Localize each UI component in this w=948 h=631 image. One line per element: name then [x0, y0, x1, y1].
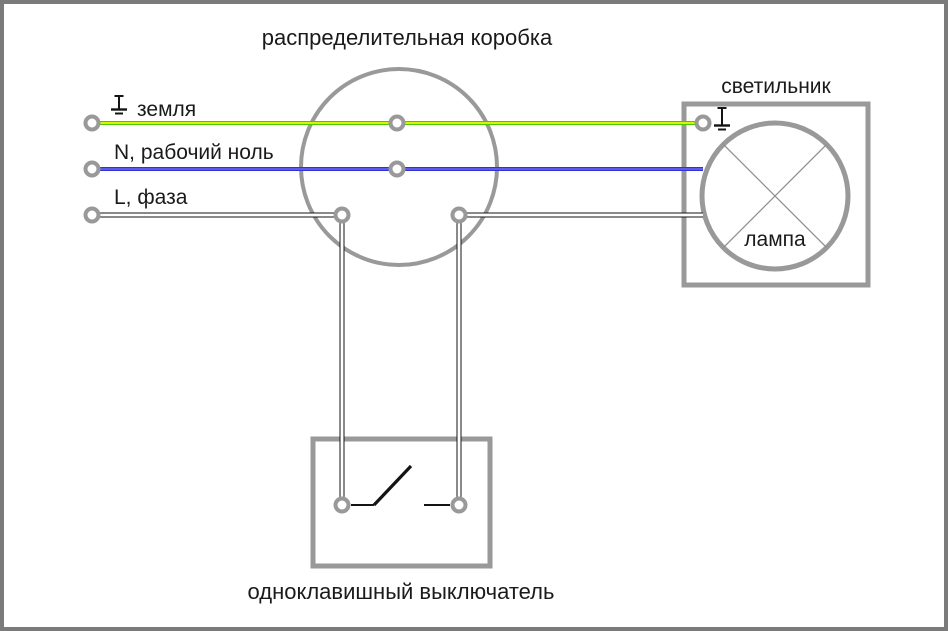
terminal-ring-ground-left	[86, 117, 99, 130]
neutral-wire-label: N, рабочий ноль	[114, 141, 274, 164]
ground-wire-label: земля	[137, 98, 197, 121]
terminal-ring-junction-phase-b	[453, 209, 466, 222]
terminal-ring-junction-phase-a	[336, 209, 349, 222]
phase-wire-label: L, фаза	[114, 186, 188, 209]
fixture-label: светильник	[721, 75, 831, 98]
terminal-ring-switch-right	[453, 499, 466, 512]
switch-label: одноклавишный выключатель	[247, 579, 555, 604]
terminal-ring-fixture-ground	[697, 117, 710, 130]
terminal-ring-junction-neutral	[391, 163, 404, 176]
junction-box-label: распределительная коробка	[261, 25, 553, 50]
terminal-ring-neutral-left	[86, 163, 99, 176]
earth-ground-icon	[111, 96, 127, 114]
terminal-ring-switch-left	[336, 499, 349, 512]
lamp-label: лампа	[744, 228, 806, 251]
terminal-ring-junction-ground	[391, 117, 404, 130]
terminal-ring-phase-left	[86, 209, 99, 222]
